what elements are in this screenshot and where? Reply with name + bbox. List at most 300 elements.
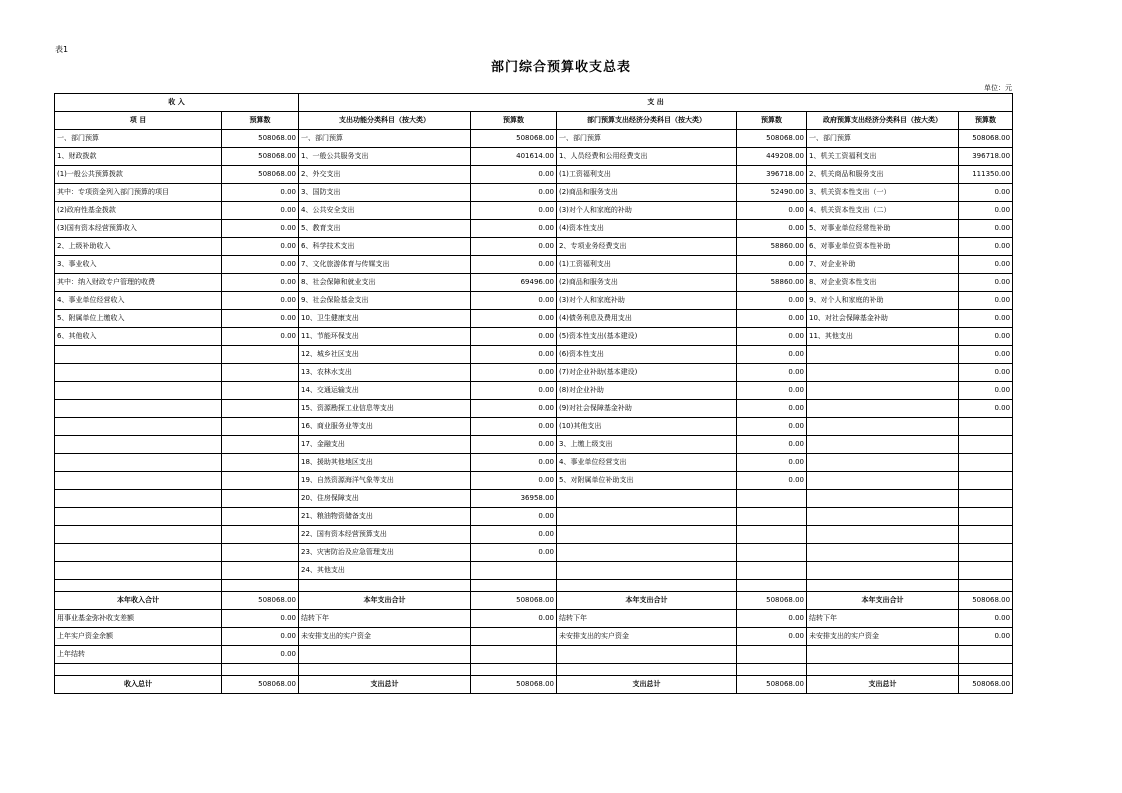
- item-cell: 19、自然资源海洋气象等支出: [299, 472, 471, 490]
- amount-cell: 0.00: [471, 400, 557, 418]
- amount-cell: 396718.00: [737, 166, 807, 184]
- amount-cell: 0.00: [471, 508, 557, 526]
- item-cell: [55, 400, 222, 418]
- item-cell: 其中：纳入财政专户管理的收费: [55, 274, 222, 292]
- amount-cell: 0.00: [471, 238, 557, 256]
- total-label: 本年支出合计: [557, 592, 737, 610]
- amount-cell: 0.00: [959, 202, 1013, 220]
- amount-cell: [737, 526, 807, 544]
- item-cell: [807, 346, 959, 364]
- amount-cell: 0.00: [471, 184, 557, 202]
- col-header: 预算数: [471, 112, 557, 130]
- amount-cell: 0.00: [737, 610, 807, 628]
- amount-cell: 0.00: [471, 382, 557, 400]
- amount-cell: 0.00: [737, 220, 807, 238]
- empty-cell: [222, 664, 299, 676]
- col-header: 预算数: [222, 112, 299, 130]
- item-cell: (3)对个人和家庭的补助: [557, 202, 737, 220]
- table-row: [55, 646, 1013, 664]
- amount-cell: [737, 490, 807, 508]
- amount-cell: [737, 646, 807, 664]
- amount-cell: 0.00: [737, 454, 807, 472]
- empty-cell: [737, 664, 807, 676]
- item-cell: [299, 646, 471, 664]
- item-cell: [55, 544, 222, 562]
- item-cell: [807, 400, 959, 418]
- empty-cell: [55, 580, 222, 592]
- amount-cell: 0.00: [959, 400, 1013, 418]
- group-header-row: [55, 94, 1013, 112]
- item-cell: 8、对企业资本性支出: [807, 274, 959, 292]
- amount-cell: 0.00: [471, 328, 557, 346]
- amount-cell: 0.00: [471, 364, 557, 382]
- item-cell: [55, 418, 222, 436]
- amount-cell: [471, 628, 557, 646]
- amount-cell: [222, 400, 299, 418]
- item-cell: [807, 436, 959, 454]
- amount-cell: 449208.00: [737, 148, 807, 166]
- amount-cell: 0.00: [222, 274, 299, 292]
- table-row: [55, 610, 1013, 628]
- item-cell: 一、部门预算: [807, 130, 959, 148]
- amount-cell: [222, 562, 299, 580]
- item-cell: [55, 382, 222, 400]
- amount-cell: 0.00: [737, 202, 807, 220]
- item-cell: 11、其他支出: [807, 328, 959, 346]
- amount-cell: 0.00: [471, 202, 557, 220]
- amount-cell: 508068.00: [737, 130, 807, 148]
- total-label: 支出总计: [299, 676, 471, 694]
- item-cell: [807, 418, 959, 436]
- item-cell: 1、机关工资福利支出: [807, 148, 959, 166]
- item-cell: (1)工资福利支出: [557, 256, 737, 274]
- item-cell: (9)对社会保障基金补助: [557, 400, 737, 418]
- table-row: [55, 508, 1013, 526]
- total-label: 支出总计: [807, 676, 959, 694]
- item-cell: (6)资本性支出: [557, 346, 737, 364]
- amount-cell: 0.00: [737, 310, 807, 328]
- amount-cell: [959, 472, 1013, 490]
- item-cell: (10)其他支出: [557, 418, 737, 436]
- item-cell: (4)债务利息及费用支出: [557, 310, 737, 328]
- empty-cell: [299, 580, 471, 592]
- item-cell: [807, 562, 959, 580]
- table-row: [55, 400, 1013, 418]
- amount-cell: [737, 544, 807, 562]
- amount-cell: [737, 508, 807, 526]
- income-header: 收 入: [55, 94, 299, 112]
- item-cell: 4、公共安全支出: [299, 202, 471, 220]
- item-cell: 未安排支出的实户资金: [807, 628, 959, 646]
- table-row: [55, 364, 1013, 382]
- item-cell: [55, 364, 222, 382]
- item-cell: (8)对企业补助: [557, 382, 737, 400]
- item-cell: 结转下年: [807, 610, 959, 628]
- amount-cell: 0.00: [959, 184, 1013, 202]
- item-cell: 9、社会保险基金支出: [299, 292, 471, 310]
- item-cell: [807, 508, 959, 526]
- item-cell: 用事业基金弥补收支差额: [55, 610, 222, 628]
- amount-cell: 0.00: [737, 256, 807, 274]
- amount-cell: 0.00: [959, 628, 1013, 646]
- amount-cell: [737, 562, 807, 580]
- item-cell: (2)政府性基金拨款: [55, 202, 222, 220]
- amount-cell: [222, 454, 299, 472]
- amount-cell: 0.00: [737, 346, 807, 364]
- amount-cell: [959, 508, 1013, 526]
- table-row: [55, 490, 1013, 508]
- item-cell: [557, 508, 737, 526]
- amount-cell: [222, 364, 299, 382]
- item-cell: 18、援助其他地区支出: [299, 454, 471, 472]
- item-cell: 1、一般公共服务支出: [299, 148, 471, 166]
- item-cell: (2)商品和服务支出: [557, 184, 737, 202]
- item-cell: 16、商业服务业等支出: [299, 418, 471, 436]
- amount-cell: [222, 472, 299, 490]
- table-row: [55, 454, 1013, 472]
- amount-cell: [222, 346, 299, 364]
- table-row: [55, 328, 1013, 346]
- item-cell: (2)商品和服务支出: [557, 274, 737, 292]
- amount-cell: [959, 562, 1013, 580]
- amount-cell: 0.00: [737, 400, 807, 418]
- amount-cell: [959, 526, 1013, 544]
- item-cell: 22、国有资本经营预算支出: [299, 526, 471, 544]
- page-title: 部门综合预算收支总表: [490, 60, 631, 75]
- item-cell: [807, 382, 959, 400]
- table-row: [55, 148, 1013, 166]
- amount-cell: [471, 646, 557, 664]
- table-row: [55, 562, 1013, 580]
- item-cell: [55, 526, 222, 544]
- amount-cell: 0.00: [737, 382, 807, 400]
- table-row: [55, 310, 1013, 328]
- amount-cell: 69496.00: [471, 274, 557, 292]
- amount-cell: [222, 382, 299, 400]
- item-cell: [807, 526, 959, 544]
- item-cell: (4)资本性支出: [557, 220, 737, 238]
- item-cell: 一、部门预算: [55, 130, 222, 148]
- table-row: [55, 202, 1013, 220]
- item-cell: [807, 544, 959, 562]
- item-cell: (7)对企业补助(基本建设): [557, 364, 737, 382]
- total-label: 支出总计: [557, 676, 737, 694]
- total-value: 508068.00: [959, 592, 1013, 610]
- item-cell: 24、其他支出: [299, 562, 471, 580]
- item-cell: (3)对个人和家庭补助: [557, 292, 737, 310]
- item-cell: 3、机关资本性支出（一）: [807, 184, 959, 202]
- total-value: 508068.00: [471, 592, 557, 610]
- expenditure-header: 支 出: [299, 94, 1013, 112]
- table-row: [55, 346, 1013, 364]
- item-cell: 15、资源勘探工业信息等支出: [299, 400, 471, 418]
- col-header: 政府预算支出经济分类科目（按大类）: [807, 112, 959, 130]
- amount-cell: 0.00: [471, 220, 557, 238]
- empty-cell: [959, 664, 1013, 676]
- item-cell: 9、对个人和家庭的补助: [807, 292, 959, 310]
- item-cell: 上年结转: [55, 646, 222, 664]
- amount-cell: 508068.00: [222, 130, 299, 148]
- item-cell: 7、对企业补助: [807, 256, 959, 274]
- item-cell: 3、国防支出: [299, 184, 471, 202]
- item-cell: 2、机关商品和服务支出: [807, 166, 959, 184]
- amount-cell: [222, 418, 299, 436]
- item-cell: [807, 364, 959, 382]
- item-cell: 3、事业收入: [55, 256, 222, 274]
- table-row: [55, 436, 1013, 454]
- table-row: [55, 166, 1013, 184]
- empty-cell: [737, 580, 807, 592]
- empty-cell: [557, 580, 737, 592]
- amount-cell: 0.00: [737, 364, 807, 382]
- amount-cell: 0.00: [737, 328, 807, 346]
- item-cell: 10、对社会保障基金补助: [807, 310, 959, 328]
- amount-cell: 0.00: [959, 310, 1013, 328]
- total-label: 收入总计: [55, 676, 222, 694]
- item-cell: [55, 472, 222, 490]
- table-row: [55, 628, 1013, 646]
- amount-cell: 0.00: [959, 346, 1013, 364]
- item-cell: 5、对附属单位补助支出: [557, 472, 737, 490]
- amount-cell: 0.00: [222, 220, 299, 238]
- total-value: 508068.00: [222, 592, 299, 610]
- amount-cell: 0.00: [471, 544, 557, 562]
- amount-cell: 0.00: [222, 184, 299, 202]
- amount-cell: 0.00: [959, 382, 1013, 400]
- item-cell: 上年实户资金余额: [55, 628, 222, 646]
- amount-cell: [471, 562, 557, 580]
- item-cell: 2、外交支出: [299, 166, 471, 184]
- empty-cell: [959, 580, 1013, 592]
- col-header: 部门预算支出经济分类科目（按大类）: [557, 112, 737, 130]
- amount-cell: 508068.00: [471, 130, 557, 148]
- table-row: [55, 472, 1013, 490]
- amount-cell: [959, 490, 1013, 508]
- total-value: 508068.00: [737, 592, 807, 610]
- item-cell: 4、机关资本性支出（二）: [807, 202, 959, 220]
- item-cell: [807, 472, 959, 490]
- amount-cell: 0.00: [471, 436, 557, 454]
- amount-cell: 0.00: [222, 328, 299, 346]
- item-cell: [807, 646, 959, 664]
- item-cell: 17、金融支出: [299, 436, 471, 454]
- item-cell: 未安排支出的实户资金: [299, 628, 471, 646]
- item-cell: 14、交通运输支出: [299, 382, 471, 400]
- empty-cell: [807, 580, 959, 592]
- item-cell: (3)国有资本经营预算收入: [55, 220, 222, 238]
- table-row: [55, 130, 1013, 148]
- amount-cell: 0.00: [471, 346, 557, 364]
- table-label: 表1: [55, 45, 69, 54]
- empty-cell: [299, 664, 471, 676]
- item-cell: 5、附属单位上缴收入: [55, 310, 222, 328]
- spacer-row: [55, 664, 1013, 676]
- item-cell: 11、节能环保支出: [299, 328, 471, 346]
- item-cell: 1、财政拨款: [55, 148, 222, 166]
- col-header: 支出功能分类科目（按大类）: [299, 112, 471, 130]
- table-row: [55, 220, 1013, 238]
- amount-cell: [222, 526, 299, 544]
- unit-label: 单位：元: [984, 84, 1012, 92]
- item-cell: [55, 562, 222, 580]
- item-cell: 12、城乡社区支出: [299, 346, 471, 364]
- table-row: [55, 238, 1013, 256]
- item-cell: [557, 544, 737, 562]
- amount-cell: 508068.00: [222, 166, 299, 184]
- item-cell: 21、粮油物资储备支出: [299, 508, 471, 526]
- amount-cell: 0.00: [737, 436, 807, 454]
- budget-summary-table: [54, 93, 1013, 694]
- amount-cell: 0.00: [959, 364, 1013, 382]
- amount-cell: 0.00: [471, 418, 557, 436]
- item-cell: 4、事业单位经营收入: [55, 292, 222, 310]
- item-cell: 结转下年: [299, 610, 471, 628]
- amount-cell: 0.00: [471, 292, 557, 310]
- item-cell: 6、对事业单位资本性补助: [807, 238, 959, 256]
- amount-cell: 0.00: [959, 238, 1013, 256]
- amount-cell: 508068.00: [959, 130, 1013, 148]
- amount-cell: 0.00: [959, 220, 1013, 238]
- amount-cell: [959, 418, 1013, 436]
- total-value: 508068.00: [959, 676, 1013, 694]
- amount-cell: 0.00: [222, 646, 299, 664]
- amount-cell: 111350.00: [959, 166, 1013, 184]
- item-cell: 13、农林水支出: [299, 364, 471, 382]
- amount-cell: [959, 544, 1013, 562]
- item-cell: [55, 346, 222, 364]
- item-cell: [55, 436, 222, 454]
- amount-cell: 0.00: [959, 256, 1013, 274]
- amount-cell: [222, 544, 299, 562]
- amount-cell: 0.00: [222, 292, 299, 310]
- amount-cell: 0.00: [471, 256, 557, 274]
- amount-cell: 0.00: [222, 202, 299, 220]
- item-cell: (1)工资福利支出: [557, 166, 737, 184]
- amount-cell: [959, 646, 1013, 664]
- total-value: 508068.00: [222, 676, 299, 694]
- total-value: 508068.00: [471, 676, 557, 694]
- amount-cell: 0.00: [471, 454, 557, 472]
- table-body: [55, 94, 1013, 694]
- item-cell: 5、对事业单位经常性补助: [807, 220, 959, 238]
- item-cell: [55, 508, 222, 526]
- item-cell: 一、部门预算: [557, 130, 737, 148]
- total-label: 本年收入合计: [55, 592, 222, 610]
- grand-total-row: [55, 676, 1013, 694]
- col-header: 预算数: [959, 112, 1013, 130]
- table-row: [55, 418, 1013, 436]
- item-cell: [557, 490, 737, 508]
- amount-cell: 0.00: [737, 628, 807, 646]
- amount-cell: 0.00: [471, 166, 557, 184]
- item-cell: 23、灾害防治及应急管理支出: [299, 544, 471, 562]
- item-cell: 20、住房保障支出: [299, 490, 471, 508]
- amount-cell: 0.00: [471, 310, 557, 328]
- amount-cell: 0.00: [959, 328, 1013, 346]
- empty-cell: [222, 580, 299, 592]
- amount-cell: 58860.00: [737, 274, 807, 292]
- total-value: 508068.00: [737, 676, 807, 694]
- amount-cell: [959, 436, 1013, 454]
- item-cell: 其中：专项资金列入部门预算的项目: [55, 184, 222, 202]
- item-cell: [557, 646, 737, 664]
- item-cell: [807, 490, 959, 508]
- amount-cell: 0.00: [737, 472, 807, 490]
- amount-cell: 0.00: [959, 274, 1013, 292]
- col-header: 项 目: [55, 112, 222, 130]
- table-row: [55, 292, 1013, 310]
- amount-cell: [959, 454, 1013, 472]
- amount-cell: [222, 508, 299, 526]
- col-header: 预算数: [737, 112, 807, 130]
- item-cell: (1)一般公共预算拨款: [55, 166, 222, 184]
- amount-cell: 396718.00: [959, 148, 1013, 166]
- item-cell: 8、社会保障和就业支出: [299, 274, 471, 292]
- empty-cell: [807, 664, 959, 676]
- table-row: [55, 184, 1013, 202]
- table-row: [55, 382, 1013, 400]
- total-label: 本年支出合计: [299, 592, 471, 610]
- amount-cell: 0.00: [737, 292, 807, 310]
- item-cell: 7、文化旅游体育与传媒支出: [299, 256, 471, 274]
- amount-cell: 0.00: [959, 292, 1013, 310]
- item-cell: 未安排支出的实户资金: [557, 628, 737, 646]
- item-cell: (5)资本性支出(基本建设): [557, 328, 737, 346]
- amount-cell: 0.00: [471, 610, 557, 628]
- item-cell: 6、其他收入: [55, 328, 222, 346]
- annual-total-row: [55, 592, 1013, 610]
- table-row: [55, 544, 1013, 562]
- item-cell: 1、人员经费和公用经费支出: [557, 148, 737, 166]
- item-cell: 2、上级补助收入: [55, 238, 222, 256]
- amount-cell: 36958.00: [471, 490, 557, 508]
- amount-cell: 0.00: [737, 418, 807, 436]
- empty-cell: [55, 664, 222, 676]
- total-label: 本年支出合计: [807, 592, 959, 610]
- item-cell: 10、卫生健康支出: [299, 310, 471, 328]
- item-cell: [55, 454, 222, 472]
- table-row: [55, 274, 1013, 292]
- item-cell: 6、科学技术支出: [299, 238, 471, 256]
- table-row: [55, 256, 1013, 274]
- empty-cell: [557, 664, 737, 676]
- table-row: [55, 526, 1013, 544]
- amount-cell: 401614.00: [471, 148, 557, 166]
- amount-cell: 0.00: [471, 526, 557, 544]
- item-cell: 4、事业单位经营支出: [557, 454, 737, 472]
- amount-cell: 0.00: [222, 310, 299, 328]
- amount-cell: 52490.00: [737, 184, 807, 202]
- item-cell: [807, 454, 959, 472]
- item-cell: [557, 526, 737, 544]
- amount-cell: [222, 490, 299, 508]
- amount-cell: 0.00: [471, 472, 557, 490]
- empty-cell: [471, 580, 557, 592]
- item-cell: 3、上缴上级支出: [557, 436, 737, 454]
- amount-cell: 0.00: [222, 628, 299, 646]
- amount-cell: 0.00: [959, 610, 1013, 628]
- item-cell: 结转下年: [557, 610, 737, 628]
- amount-cell: 0.00: [222, 256, 299, 274]
- empty-cell: [471, 664, 557, 676]
- spacer-row: [55, 580, 1013, 592]
- item-cell: 一、部门预算: [299, 130, 471, 148]
- item-cell: 5、教育支出: [299, 220, 471, 238]
- amount-cell: [222, 436, 299, 454]
- amount-cell: 508068.00: [222, 148, 299, 166]
- amount-cell: 0.00: [222, 610, 299, 628]
- column-header-row: [55, 112, 1013, 130]
